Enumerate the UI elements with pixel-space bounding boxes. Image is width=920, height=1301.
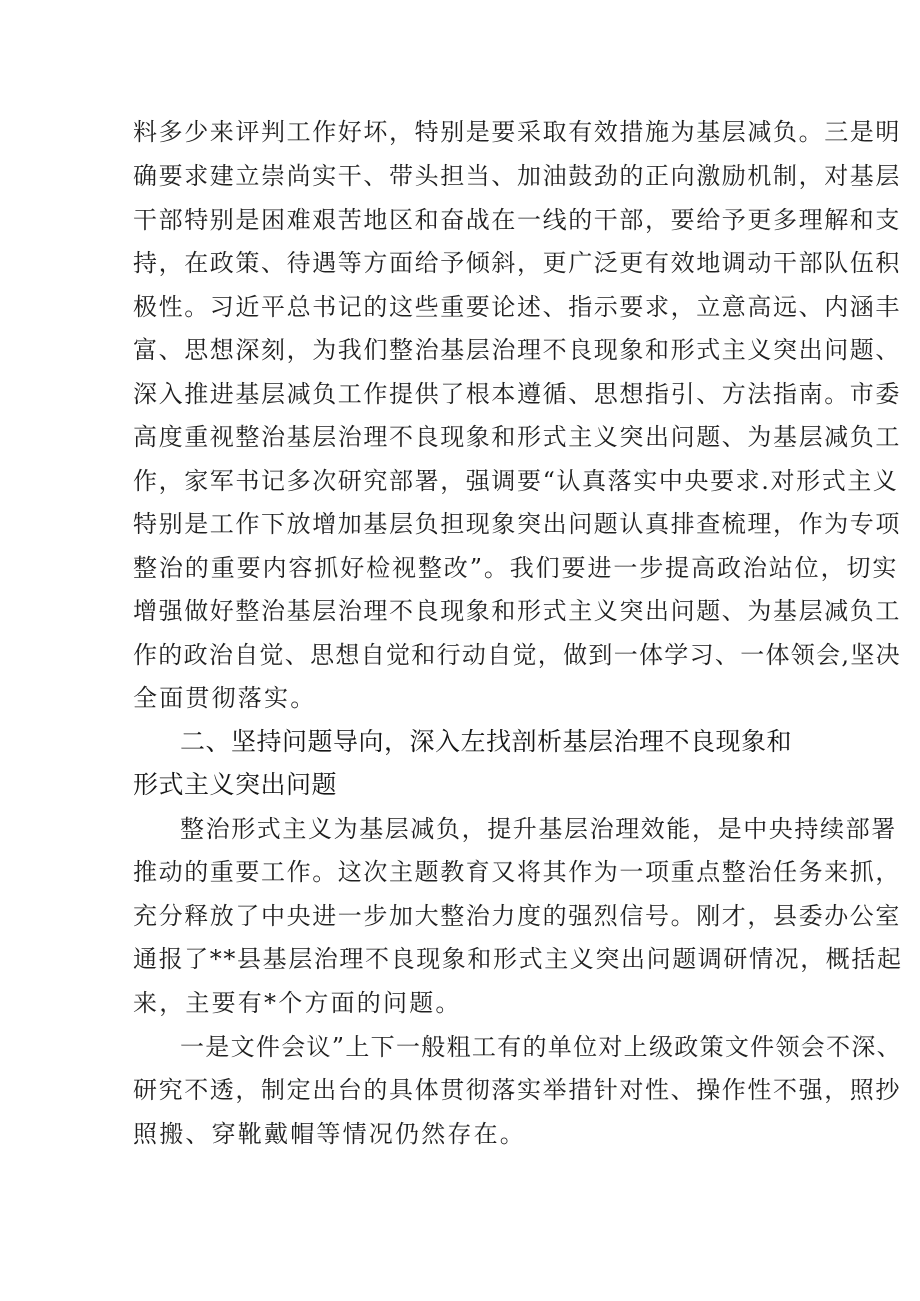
para2-line-4: 通报了**县基层治理不良现象和形式主义突出问题调研情况，概括起 [133,945,903,973]
para1-line-9: 作，家军书记多次研究部署，强调要“认真落实中央要求.对形式主义 [133,467,899,495]
para1-line-8: 高度重视整治基层治理不良现象和形式主义突出问题、为基层减负工 [133,423,901,451]
para1-line-7: 深入推进基层减负工作提供了根本遵循、思想指引、方法指南。市委 [133,380,901,408]
para2-line-1: 整治形式主义为基层减负，提升基层治理效能，是中央持续部署 [180,815,897,843]
para3-line-3: 照搬、穿靴戴帽等情况仍然存在。 [133,1120,526,1148]
para1-line-12: 增强做好整治基层治理不良现象和形式主义突出问题、为基层减负工 [133,597,901,625]
para1-line-14: 全面贯彻落实。 [133,684,317,712]
para3-line-1: 一是文件会议”上下一般粗工有的单位对上级政策文件领会不深、 [180,1033,902,1061]
para2-line-5: 来，主要有*个方面的问题。 [133,989,462,1017]
para1-line-10: 特别是工作下放增加基层负担现象突出问题认真排查梳理，作为专项 [133,510,901,538]
section-heading-line-2: 形式主义突出问题 [133,770,338,799]
para1-line-5: 极性。习近平总书记的这些重要论述、指示要求，立意高远、内涵丰 [133,293,901,321]
para1-line-13: 作的政治自觉、思想自觉和行动自觉，做到一体学习、一体领会,坚决 [133,641,901,669]
para1-line-11: 整治的重要内容抓好检视整改”。我们要进一步提高政治站位，切实 [133,554,899,582]
para3-line-2: 研究不透，制定出台的具体贯彻落实举措针对性、操作性不强，照抄 [133,1076,901,1104]
para2-line-3: 充分释放了中央进一步加大整治力度的强烈信号。刚才，县委办公室 [133,902,901,930]
para2-line-2: 推动的重要工作。这次主题教育又将其作为一项重点整治任务来抓， [133,858,901,886]
para1-line-3: 干部特别是困难艰苦地区和奋战在一线的干部，要给予更多理解和支 [133,206,901,234]
section-heading-line-1: 二、坚持问题导向，深入左找剖析基层治理不良现象和 [180,727,793,756]
para1-line-6: 富、思想深刻，为我们整治基层治理不良现象和形式主义突出问题、 [133,336,901,364]
para1-line-4: 持，在政策、待遇等方面给予倾斜，更广泛更有效地调动干部队伍积 [133,249,901,277]
para1-line-1: 料多少来评判工作好坏，特别是要采取有效措施为基层减负。三是明 [133,118,901,146]
para1-line-2: 确要求建立崇尚实干、带头担当、加油鼓劲的正向激励机制，对基层 [133,162,901,190]
